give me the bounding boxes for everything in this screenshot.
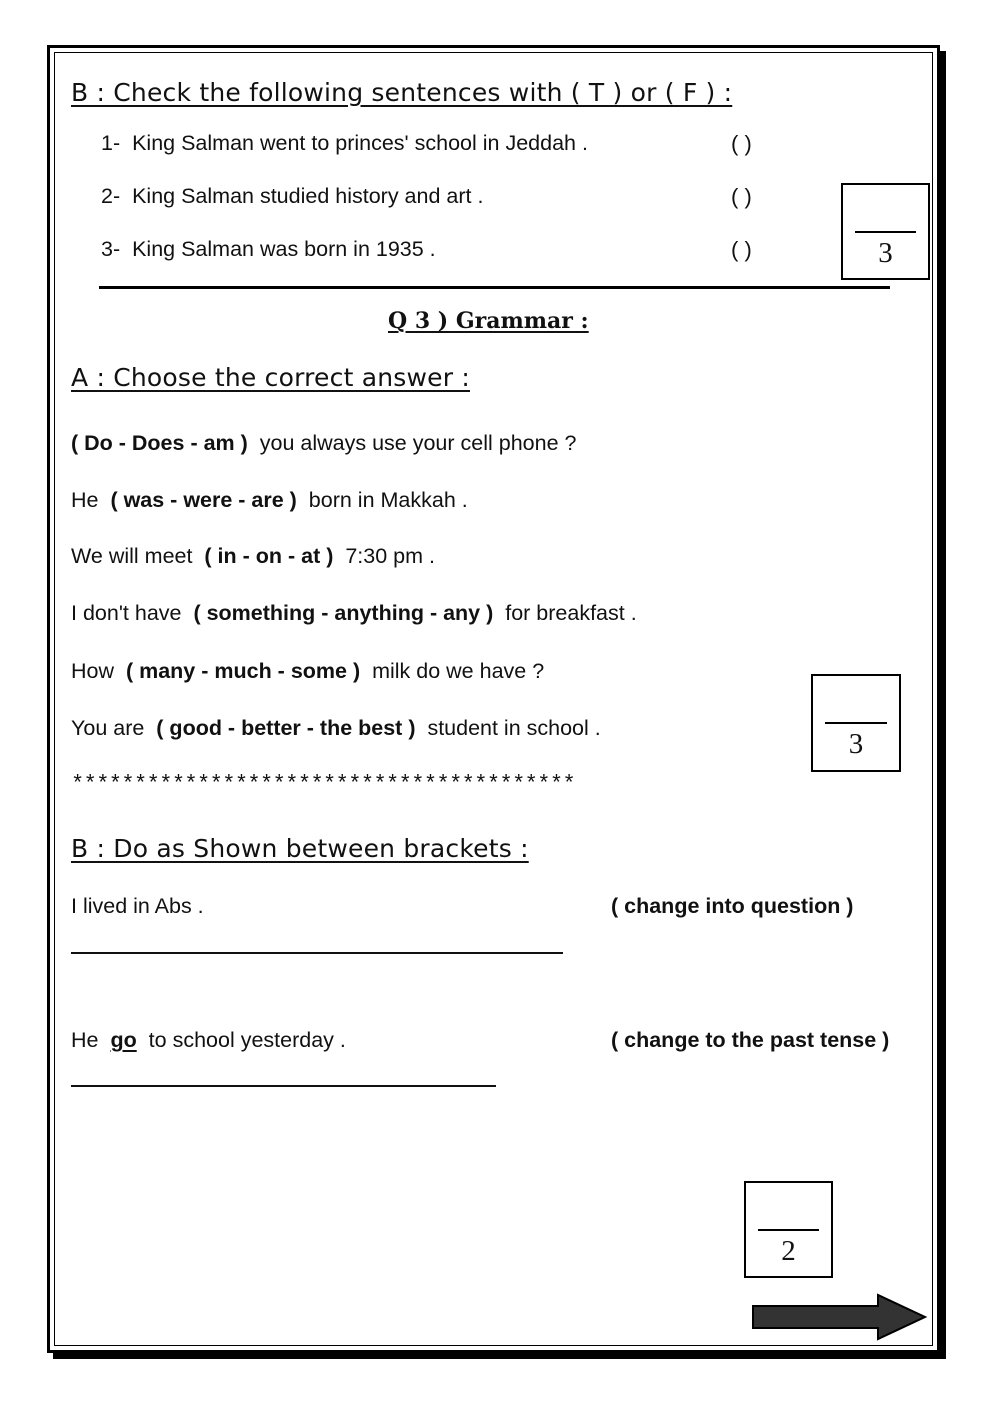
right-arrow-icon[interactable] <box>750 1293 928 1341</box>
transform-sentence-1: I lived in Abs . <box>71 894 204 918</box>
transform-sentence-2 <box>71 1028 346 1053</box>
choose-heading: A : Choose the correct answer : <box>71 363 470 392</box>
answer-options[interactable]: ( something - anything - any ) <box>193 601 494 625</box>
choose-question-5 <box>71 659 544 684</box>
question-text: milk do we have ? <box>372 659 545 683</box>
item-number: 2- <box>101 184 121 208</box>
score-value: 3 <box>878 237 893 269</box>
answer-line-2[interactable] <box>71 1085 496 1087</box>
score-line <box>758 1229 819 1231</box>
answer-options[interactable]: ( Do - Does - am ) <box>71 431 248 455</box>
choose-question-2 <box>71 488 468 513</box>
question-text: for breakfast . <box>505 601 637 625</box>
score-line <box>855 231 916 233</box>
answer-options[interactable]: ( many - much - some ) <box>125 659 361 683</box>
item-text: King Salman studied history and art . <box>132 184 484 208</box>
choose-question-1 <box>71 431 576 456</box>
answer-bracket-1[interactable]: ( ) <box>731 131 752 156</box>
score-box-transform <box>744 1181 833 1278</box>
question-text: 7:30 pm . <box>345 544 435 568</box>
answer-bracket-2[interactable]: ( ) <box>731 184 752 209</box>
sentence-text: He <box>71 1028 99 1052</box>
answer-options[interactable]: ( was - were - are ) <box>110 488 297 512</box>
target-verb: go <box>110 1028 137 1052</box>
truefalse-item-3 <box>101 237 436 262</box>
question-text: He <box>71 488 99 512</box>
question-text: We will meet <box>71 544 193 568</box>
score-box-choose <box>811 674 901 772</box>
question-text: I don't have <box>71 601 182 625</box>
choose-question-6 <box>71 716 601 741</box>
truefalse-item-2 <box>101 184 483 209</box>
choose-question-3 <box>71 544 435 569</box>
truefalse-heading: B : Check the following sentences with ( T ) or ( F ) : <box>71 78 733 107</box>
star-separator: **************************************** <box>71 772 576 797</box>
answer-line-1[interactable] <box>71 952 563 954</box>
score-value: 3 <box>848 728 864 760</box>
item-number: 1- <box>101 131 121 155</box>
truefalse-item-1 <box>101 131 588 156</box>
question-text: student in school . <box>427 716 601 740</box>
answer-bracket-3[interactable]: ( ) <box>731 237 752 262</box>
sentence-text: to school yesterday . <box>148 1028 346 1052</box>
question-text: You are <box>71 716 145 740</box>
item-text: King Salman went to princes' school in Jeddah . <box>132 131 588 155</box>
answer-options[interactable]: ( in - on - at ) <box>204 544 334 568</box>
item-text: King Salman was born in 1935 . <box>132 237 436 261</box>
score-line <box>825 722 887 724</box>
choose-question-4 <box>71 601 637 626</box>
question-text: born in Makkah . <box>308 488 468 512</box>
score-box-truefalse <box>841 183 930 280</box>
question-text: How <box>71 659 115 683</box>
transform-instruction-1: ( change into question ) <box>611 894 854 918</box>
transform-heading: B : Do as Shown between brackets : <box>71 834 529 863</box>
section-divider <box>99 286 890 289</box>
answer-options[interactable]: ( good - better - the best ) <box>156 716 416 740</box>
score-value: 2 <box>781 1235 796 1267</box>
transform-instruction-2: ( change to the past tense ) <box>611 1028 890 1052</box>
grammar-title: Q 3 ) Grammar : <box>388 308 589 334</box>
arrow-shape <box>753 1295 925 1339</box>
item-number: 3- <box>101 237 121 261</box>
question-text: you always use your cell phone ? <box>259 431 577 455</box>
